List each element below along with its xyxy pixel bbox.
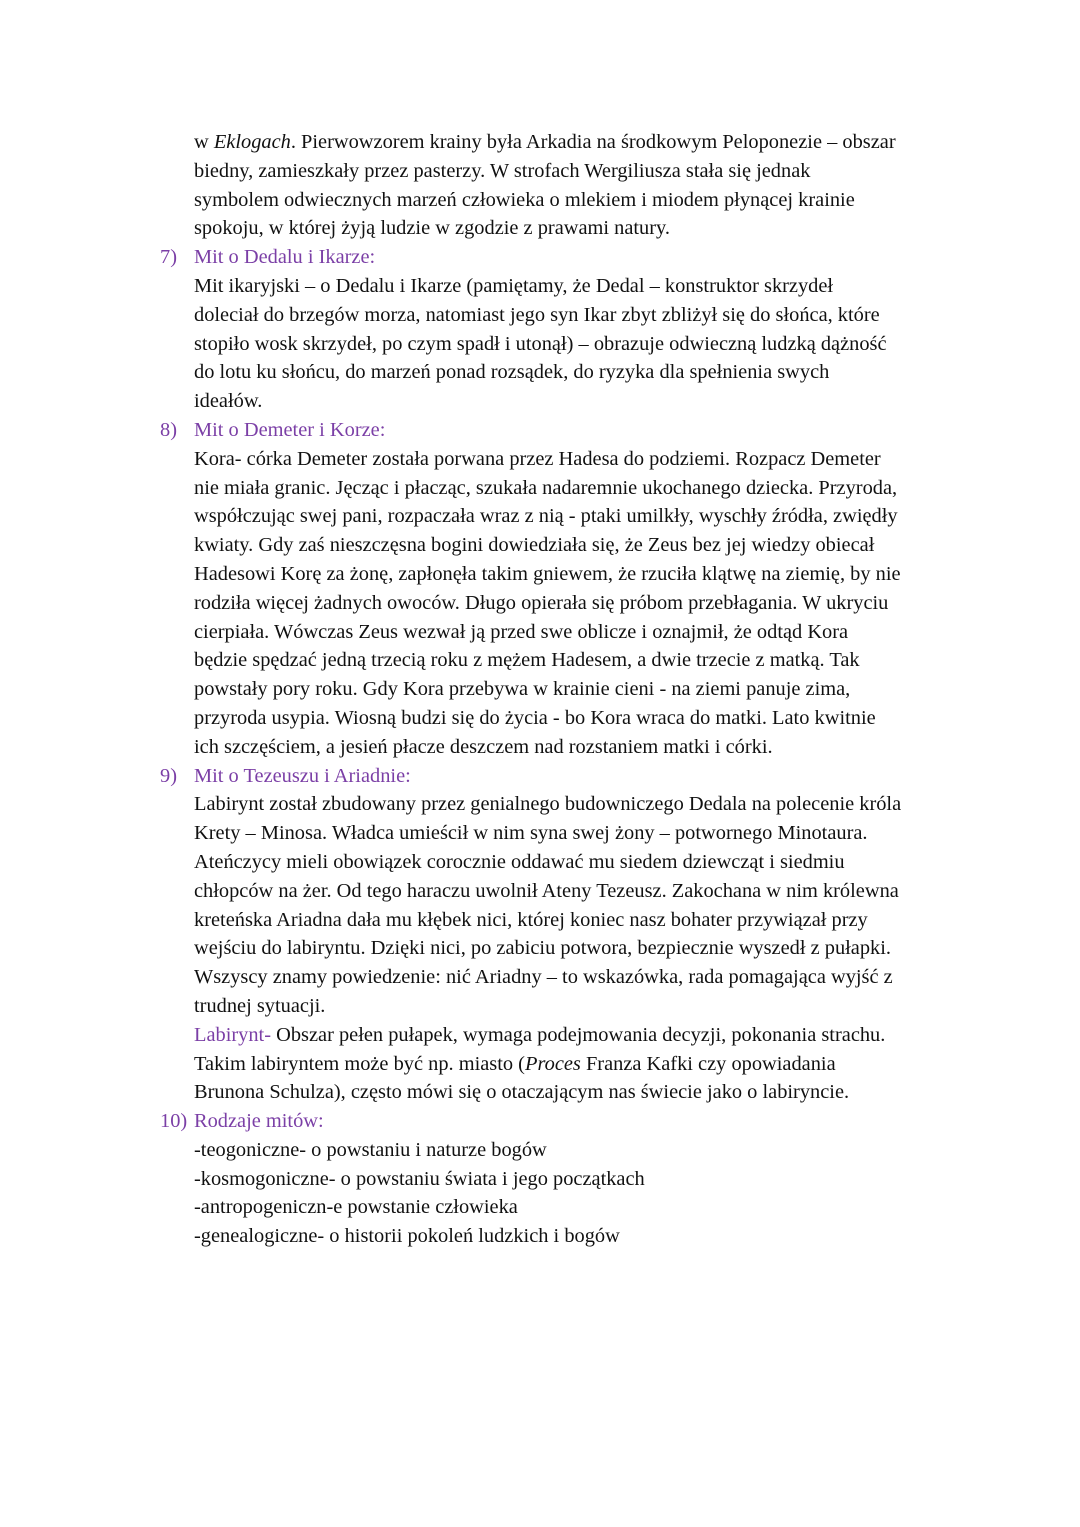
text-line: przyroda usypia. Wiosną budzi się do życia - bo Kora wraca do matki. Lato kwitnie — [194, 706, 876, 729]
section-title: Mit o Tezeuszu i Ariadnie: — [194, 764, 411, 787]
text-line: ideałów. — [194, 390, 263, 413]
text-line: kwiaty. Gdy zaś nieszczęsna bogini dowiedziała się, że Zeus bez jej wiedzy obiecał — [194, 534, 875, 557]
text-line: symbolem odwiecznych marzeń człowieka o mlekiem i miodem płynącej krainie — [194, 188, 855, 211]
text-line: do lotu ku słońcu, do marzeń ponad rozsądek, do ryzyka dla spełnienia swych — [194, 361, 830, 384]
list-number: 7) — [160, 246, 177, 269]
list-number: 8) — [160, 418, 177, 441]
section-demeter-kora — [160, 416, 960, 762]
section-dedal-ikar — [160, 243, 960, 416]
text-line: Mit ikaryjski – o Dedalu i Ikarze (pamiętamy, że Dedal – konstruktor skrzydeł — [194, 274, 834, 297]
text-line: współczując swej pani, rozpaczała wraz z nią - ptaki umilkły, wyschły źródła, zwiędły — [194, 505, 898, 528]
myth-types-list — [160, 1136, 960, 1251]
text-line: Labirynt został zbudowany przez genialnego budowniczego Dedala na polecenie króla — [194, 793, 902, 816]
text-line: nie miała granic. Jęcząc i płacząc, szukała nadaremnie ukochanego dziecka. Przyroda, — [194, 476, 898, 499]
italic-title-eklogach: Eklogach — [213, 131, 291, 153]
list-item: -antropogeniczn-e powstanie człowieka — [194, 1196, 518, 1219]
labirynt-line: Labirynt- Obszar pełen pułapek, wymaga podejmowania decyzji, pokonania strachu. — [194, 1023, 886, 1046]
text-line: doleciał do brzegów morza, natomiast jego syn Ikar zbyt zbliżył się do słońca, które — [194, 303, 880, 326]
text-line: Ateńczycy mieli obowiązek corocznie oddawać mu siedem dziewcząt i siedmiu — [194, 850, 845, 873]
section-heading — [160, 1107, 960, 1136]
section-title: Mit o Demeter i Korze: — [194, 418, 386, 441]
text-line: spokoju, w której żyją ludzie w zgodzie z prawami natury. — [194, 217, 671, 240]
text-line: Hadesowi Korę za żonę, zapłonęła takim gniewem, że rzuciła klątwę na ziemię, by nie — [194, 562, 901, 585]
list-item: -genealogiczne- o historii pokoleń ludzkich i bogów — [194, 1225, 620, 1248]
intro-paragraph — [160, 128, 960, 243]
italic-title-proces: Proces — [524, 1052, 581, 1075]
text-line: biedny, zamieszkały przez pasterzy. W strofach Wergiliusza stała się jednak — [194, 159, 811, 182]
section-paragraph — [160, 445, 960, 762]
text-line: cierpiała. Wówczas Zeus wezwał ją przed swe oblicze i oznajmił, że odtąd Kora — [194, 620, 849, 643]
text-line: będzie spędzać jedną trzecią roku z mężem Hadesem, a dwie trzecie z matką. Tak — [194, 649, 860, 672]
text-line: stopiło wosk skrzydeł, po czym spadł i utonął) – obrazuje odwieczną ludzką dążność — [194, 332, 887, 355]
text-line: chłopców na żer. Od tego haraczu uwolnił Ateny Tezeusz. Zakochana w nim królewna — [194, 879, 899, 902]
section-rodzaje-mitow — [160, 1107, 960, 1251]
list-number: 10) — [160, 1110, 188, 1133]
labirynt-line: Brunona Schulza), często mówi się o otaczającym nas świecie jako o labiryncie. — [194, 1081, 850, 1104]
section-title: Mit o Dedalu i Ikarze: — [194, 246, 376, 269]
section-heading — [160, 762, 960, 791]
text-line: wejściu do labiryntu. Dzięki nici, po zabiciu potwora, bezpiecznie wyszedł z pułapki. — [194, 937, 892, 960]
list-item: -teogoniczne- o powstaniu i naturze bogów — [194, 1138, 547, 1161]
section-tezeusz-ariadna — [160, 762, 960, 1108]
text-line: powstały pory roku. Gdy Kora przebywa w krainie cieni - na ziemi panuje zima, — [194, 678, 851, 701]
labirynt-line: Takim labiryntem może być np. miasto (Proces Franza Kafki czy opowiadania — [194, 1052, 836, 1075]
section-title: Rodzaje mitów: — [194, 1110, 324, 1133]
text-line: kreteńska Ariadna dała mu kłębek nici, której koniec nasz bohater przywiązał przy — [194, 908, 868, 931]
text-line: rodziła więcej żadnych owoców. Długo opierała się próbom przebłagania. W ukryciu — [194, 591, 889, 614]
section-heading — [160, 416, 960, 445]
text-line: Krety – Minosa. Władca umieścił w nim syna swej żony – potwornego Minotaura. — [194, 822, 868, 845]
list-item: -kosmogoniczne- o powstaniu świata i jego początkach — [194, 1167, 645, 1190]
section-paragraph — [160, 790, 960, 1107]
text-line: Wszyscy znamy powiedzenie: nić Ariadny – to wskazówka, rada pomagająca wyjść z — [194, 966, 893, 989]
text-line: w Eklogach. Pierwowzorem krainy była Arkadia na środkowym Peloponezie – obszar — [194, 131, 896, 153]
section-paragraph — [160, 272, 960, 416]
document-body — [160, 128, 960, 1251]
text-line: trudnej sytuacji. — [194, 994, 326, 1017]
text-line: ich szczęściem, a jesień płacze deszczem nad rozstaniem matki i córki. — [194, 735, 773, 758]
list-number: 9) — [160, 764, 177, 787]
section-heading — [160, 243, 960, 272]
labirynt-term: Labirynt- — [194, 1023, 272, 1046]
text-line: Kora- córka Demeter została porwana przez Hadesa do podziemi. Rozpacz Demeter — [194, 447, 881, 470]
